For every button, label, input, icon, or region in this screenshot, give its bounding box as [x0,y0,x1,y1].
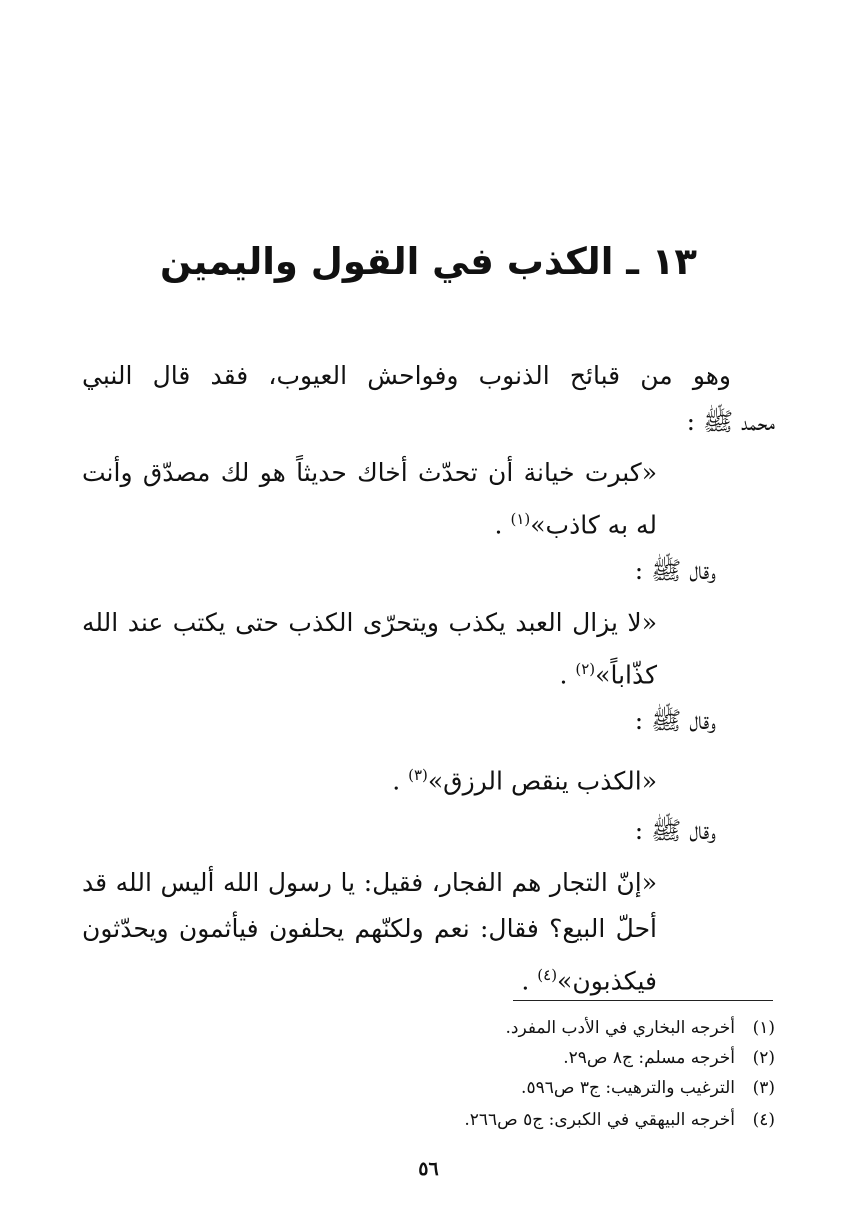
footnote-4-text: أخرجه البيهقي في الكبرى: ج٥ ص٢٦٦. [464,1110,735,1130]
said-3 [635,698,716,744]
hadith-1-line-1: «كبرت خيانة أن تحدّث أخاك حديثاً هو لك مصدّق وأنت [82,458,657,487]
hadith-2-line-1: «لا يزال العبد يكذب ويتحرّى الكذب حتى يكتب عند الله [82,608,657,637]
footnote-ref-1: (١) [510,510,531,528]
hadith-3-period: . [392,766,401,796]
hadith-4 [82,860,657,998]
said-4-text: وقال ﷺ : [634,816,716,845]
intro-line-1: وهو من قبائح الذنوب وفواحش العيوب، فقد قال النبي [82,361,731,390]
footnote-2-text: أخرجه مسلم: ج٨ ص٢٩. [563,1048,735,1068]
said-4 [635,808,716,854]
footnote-4 [464,1110,775,1130]
footnote-ref-4: (٤) [537,966,558,984]
intro-line-2: محمد ﷺ : [686,407,775,436]
footnote-1-number: (١) [752,1018,775,1038]
footnote-ref-2: (٢) [575,660,596,678]
footnote-3-text: الترغيب والترهيب: ج٣ ص٥٩٦. [521,1078,735,1098]
hadith-4-line-3 [82,952,657,998]
hadith-4-period: . [521,966,530,996]
hadith-1-text: له به كاذب» [530,510,657,540]
footnote-1 [505,1018,775,1038]
said-3-text: وقال ﷺ : [634,706,716,735]
hadith-3-line-1 [392,752,657,798]
hadith-4-text: فيكذبون» [557,966,657,996]
footnote-divider [513,1000,773,1001]
hadith-4-line-1: «إنّ التجار هم الفجار، فقيل: يا رسول الله أليس الله قد [82,868,657,897]
said-2 [635,548,716,594]
page-number: ٥٦ [418,1158,439,1180]
footnote-4-number: (٤) [752,1110,775,1130]
hadith-2 [82,600,657,692]
footnote-2 [563,1048,775,1068]
hadith-4-line-2: أحلّ البيع؟ فقال: نعم ولكنّهم يحلفون فيأثمون ويحدّثون [82,914,657,943]
said-2-text: وقال ﷺ : [634,556,716,585]
chapter-title: ١٣ ـ الكذب في القول واليمين [160,240,697,283]
hadith-1-line-2 [82,496,657,542]
hadith-1-period: . [494,510,503,540]
intro-paragraph [82,353,731,399]
hadith-2-line-2 [82,646,657,692]
footnote-3-number: (٣) [752,1078,775,1098]
footnote-ref-3: (٣) [408,766,428,784]
footnote-2-number: (٢) [752,1048,775,1068]
hadith-1 [82,450,657,542]
hadith-2-period: . [559,660,568,690]
footnote-3 [521,1078,775,1098]
hadith-2-text: كذّاباً» [595,660,657,690]
hadith-3-text: «الكذب ينقص الرزق» [427,766,657,796]
footnote-1-text: أخرجه البخاري في الأدب المفرد. [505,1018,735,1038]
intro-line-2-block [687,399,775,445]
hadith-3 [392,752,657,798]
